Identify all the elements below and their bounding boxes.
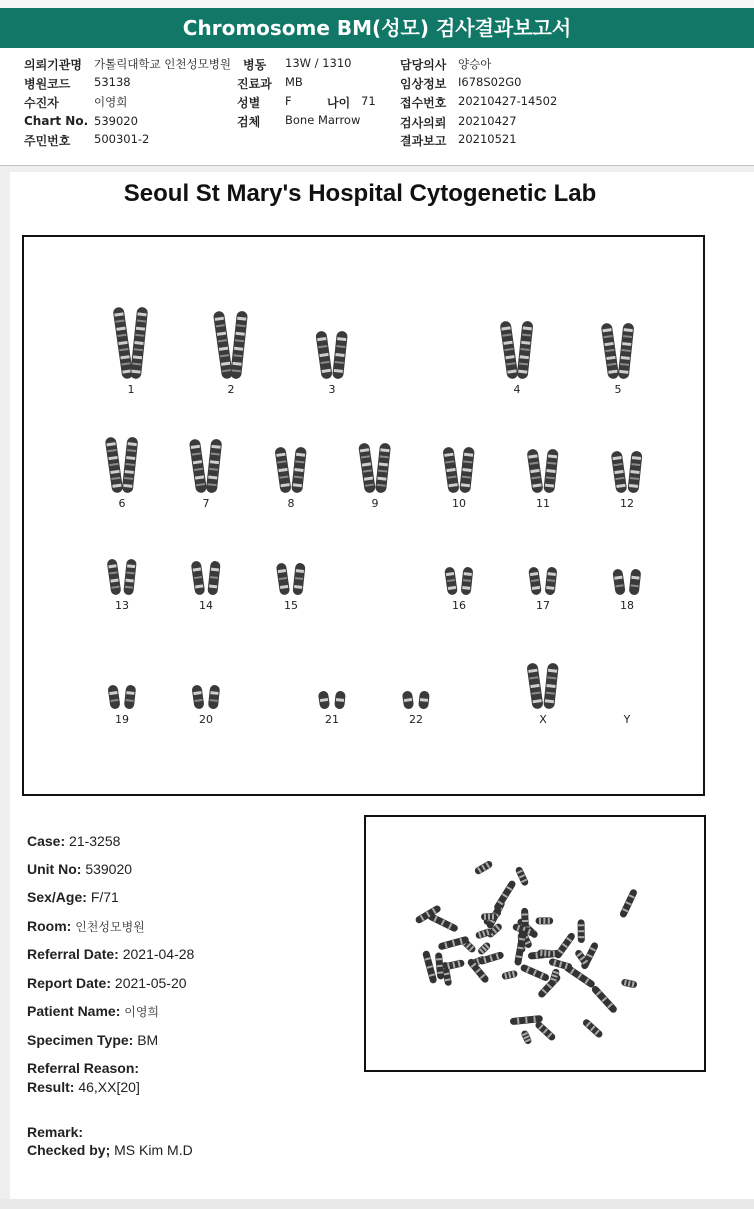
chromosome-18-a: [612, 568, 626, 595]
request-label: 검사의뢰: [400, 116, 447, 130]
metaphase-chromosome: [581, 1018, 603, 1039]
chromosome-4-b: [516, 321, 533, 380]
metaphase-chromosome: [578, 919, 585, 943]
remark-field: Remark:: [27, 1124, 84, 1140]
lab-title: Seoul St Mary's Hospital Cytogenetic Lab: [123, 180, 597, 207]
receipt-label: 접수번호: [400, 96, 447, 110]
metaphase-chromosome: [501, 970, 518, 980]
unit-field: Unit No: 539020: [27, 861, 133, 877]
report-banner: Chromosome BM(성모) 검사결과보고서: [0, 8, 754, 48]
metaphase-chromosome: [475, 928, 493, 940]
ward-value: 13W / 1310: [285, 56, 352, 70]
metaphase-chromosome: [481, 913, 497, 920]
receipt-value: 20210427-14502: [458, 94, 558, 108]
chromosome-15-b: [292, 563, 305, 596]
chromosome-label-22: 22: [409, 713, 423, 726]
metaphase-chromosome: [548, 958, 573, 971]
chromosome-label-18: 18: [620, 599, 634, 612]
chromosome-19-b: [124, 685, 136, 710]
chromosome-10-a: [442, 446, 459, 493]
chromosome-4-a: [500, 321, 519, 380]
result-date-label: 결과보고: [400, 134, 447, 148]
patient-value: 이영희: [94, 95, 128, 109]
request-value: 20210427: [458, 114, 517, 128]
referral-reason-field: Referral Reason:: [27, 1060, 140, 1076]
chromosome-8-a: [274, 446, 291, 493]
metaphase-chromosome: [422, 950, 438, 984]
institution-label: 의뢰기관명: [24, 58, 82, 72]
chromosome-10-b: [459, 447, 475, 494]
metaphase-chromosome: [515, 866, 530, 887]
metaphase-chromosome: [520, 1029, 532, 1045]
room-field: Room: 인천성모병원: [27, 918, 145, 934]
karyotype-image: [24, 237, 703, 794]
chromosome-6-a: [105, 437, 124, 494]
hospital-code-value: 53138: [94, 75, 131, 89]
chromosome-7-a: [189, 438, 207, 493]
case-field: Case: 21-3258: [27, 833, 121, 849]
institution-value: 가톨릭대학교 인천성모병원: [94, 57, 231, 71]
chromosome-label-14: 14: [199, 599, 213, 612]
metaphase-chromosome: [619, 888, 638, 919]
metaphase-spread-panel: [364, 815, 706, 1072]
referral-date-field: Referral Date: 2021-04-28: [27, 946, 195, 962]
metaphase-chromosome: [590, 985, 618, 1015]
chromosome-9-a: [358, 442, 376, 493]
chromosome-label-19: 19: [115, 713, 129, 726]
doctor-value: 양승아: [458, 57, 492, 71]
chromosome-22-b: [418, 691, 430, 710]
bottom-strip: [0, 1199, 754, 1209]
result-field: Result: 46,XX[20]: [27, 1079, 140, 1095]
sex-age-field: Sex/Age: F/71: [27, 889, 119, 905]
hospital-code-label: 병원코드: [24, 77, 71, 91]
sex-value: F: [285, 94, 292, 108]
chromosome-13-b: [123, 559, 137, 596]
chromosome-7-b: [206, 439, 223, 494]
chromosome-17-b: [545, 567, 558, 596]
chromosome-5-b: [618, 323, 635, 380]
metaphase-chromosome: [553, 932, 576, 960]
dept-value: MB: [285, 75, 303, 89]
chromosome-19-a: [107, 684, 120, 709]
chromosome-label-17: 17: [536, 599, 550, 612]
chromosome-1-a: [113, 307, 134, 380]
chromosome-18-b: [629, 569, 642, 596]
chromosome-label-7: 7: [202, 497, 210, 510]
chromosome-label-2: 2: [227, 383, 235, 396]
chromosome-20-a: [191, 684, 204, 709]
chromosome-3-b: [332, 331, 348, 380]
chromosome-label-X: X: [539, 713, 547, 726]
chromosome-label-13: 13: [115, 599, 129, 612]
patient-name-field: Patient Name: 이영희: [27, 1003, 160, 1019]
rrn-label: 주민번호: [24, 134, 71, 148]
age-value: 71: [361, 94, 376, 108]
chromosome-6-b: [122, 437, 139, 494]
chromosome-2-a: [213, 311, 233, 380]
metaphase-chromosome: [438, 936, 470, 951]
clinical-value: I678S02G0: [458, 75, 522, 89]
chromosome-22-a: [402, 690, 414, 709]
chromosome-17-a: [528, 566, 542, 595]
chromosome-2-b: [230, 311, 248, 380]
chromosome-1-b: [130, 307, 148, 380]
chromosome-12-b: [627, 451, 642, 494]
metaphase-chromosome: [537, 949, 553, 957]
metaphase-chromosome: [477, 941, 492, 956]
karyotype-panel: [22, 235, 705, 796]
metaphase-chromosome: [621, 978, 638, 988]
chromosome-label-3: 3: [328, 383, 336, 396]
sex-label: 성별: [237, 96, 261, 110]
age-label: 나이: [327, 96, 351, 110]
specimen-type-field: Specimen Type: BM: [27, 1032, 159, 1048]
chromosome-label-12: 12: [620, 497, 634, 510]
chromosome-label-4: 4: [513, 383, 521, 396]
chromosome-label-6: 6: [118, 497, 126, 510]
chromosome-15-a: [276, 562, 290, 595]
chromosome-8-b: [291, 447, 307, 494]
chromosome-16-b: [461, 567, 474, 596]
chromosome-label-8: 8: [287, 497, 295, 510]
chromosome-label-Y: Y: [623, 713, 631, 726]
doctor-label: 담당의사: [400, 58, 447, 72]
specimen-value: Bone Marrow: [285, 113, 361, 127]
report-date-field: Report Date: 2021-05-20: [27, 975, 187, 991]
chromosome-14-b: [207, 561, 220, 596]
metaphase-chromosome: [520, 963, 551, 982]
specimen-label: 검체: [237, 115, 261, 129]
chromosome-11-a: [526, 448, 543, 493]
checked-by-field: Checked by; MS Kim M.D: [27, 1142, 193, 1158]
ward-label: 병동: [243, 58, 267, 72]
metaphase-chromosome: [534, 1020, 557, 1042]
chromosome-label-16: 16: [452, 599, 466, 612]
metaphase-chromosome: [474, 860, 494, 876]
chromosome-label-20: 20: [199, 713, 213, 726]
chromosome-21-a: [318, 690, 330, 709]
chromosome-3-a: [315, 330, 333, 379]
chromosome-9-b: [375, 443, 391, 494]
chromosome-X-b: [543, 663, 559, 710]
chromosome-16-a: [444, 566, 458, 595]
chart-label: Chart No.: [24, 114, 89, 128]
chromosome-12-a: [611, 450, 628, 493]
chromosome-21-b: [334, 691, 346, 710]
metaphase-chromosome: [443, 959, 465, 970]
chromosome-label-15: 15: [284, 599, 298, 612]
result-date-value: 20210521: [458, 132, 517, 146]
chromosome-14-a: [191, 560, 206, 595]
patient-label: 수진자: [24, 96, 59, 110]
metaphase-chromosome: [493, 879, 517, 911]
chromosome-20-b: [208, 685, 220, 710]
clinical-label: 임상정보: [400, 77, 447, 91]
chromosome-5-a: [601, 323, 620, 380]
metaphase-chromosome: [435, 952, 445, 979]
patient-info-header: [0, 48, 754, 166]
metaphase-image: [366, 817, 704, 1070]
chromosome-X-a: [526, 662, 543, 709]
chromosome-11-b: [543, 449, 559, 494]
chromosome-label-5: 5: [614, 383, 622, 396]
chart-value: 539020: [94, 114, 138, 128]
chromosome-label-1: 1: [127, 383, 135, 396]
chromosome-label-10: 10: [452, 497, 466, 510]
chromosome-label-11: 11: [536, 497, 550, 510]
rrn-value: 500301-2: [94, 132, 150, 146]
chromosome-label-9: 9: [371, 497, 379, 510]
dept-label: 진료과: [237, 77, 272, 91]
chromosome-13-a: [107, 558, 122, 595]
metaphase-chromosome: [536, 917, 554, 924]
chromosome-label-21: 21: [325, 713, 339, 726]
